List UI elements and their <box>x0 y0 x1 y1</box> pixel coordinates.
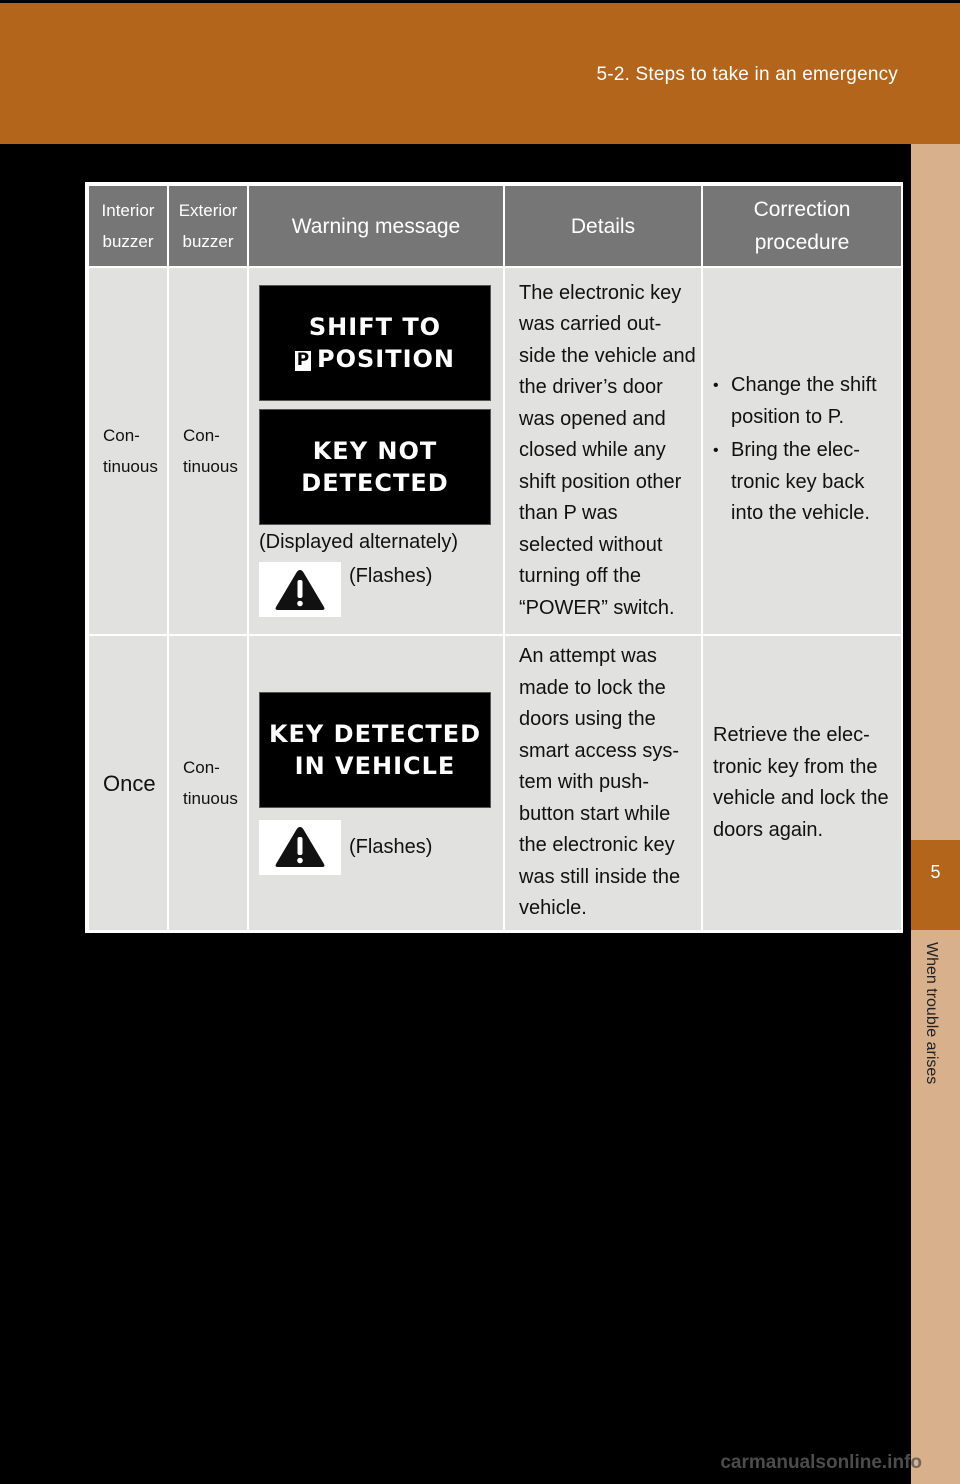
table-row <box>88 635 902 931</box>
exterior-buzzer-cell: Con- tinuous <box>168 635 248 931</box>
page-header <box>0 3 960 144</box>
display-message-shift-to-p: SHIFT TO P POSITION <box>259 285 491 401</box>
correction-cell: Retrieve the elec-tronic key from the vehicle and lock the doors again. <box>702 635 902 931</box>
correction-step: • Bring the elec-tronic key back into the vehicle. <box>713 435 897 530</box>
details-cell: An attempt was made to lock the doors using the smart access sys-tem with push-button start while the electronic key was still inside the vehicle. <box>504 635 702 931</box>
col-correction-procedure: Correction procedure <box>702 185 902 267</box>
display-message-key-not-detected: KEY NOT DETECTED <box>259 409 491 525</box>
chapter-side-tab <box>911 144 960 1484</box>
interior-buzzer-cell: Once <box>88 635 168 931</box>
col-details: Details <box>504 185 702 267</box>
display-message-key-detected: KEY DETECTED IN VEHICLE <box>259 692 491 808</box>
section-title: 5-2. Steps to take in an emergency <box>596 64 898 85</box>
exterior-buzzer-cell: Con- tinuous <box>168 267 248 635</box>
warning-message-cell <box>248 267 504 635</box>
flashes-label: (Flashes) <box>349 565 433 587</box>
correction-step: • Change the shift position to P. <box>713 370 897 433</box>
details-cell: The electronic key was carried out-side the vehicle and the driver’s door was opened and closed while any shift position other than P was selected without turning off the “POWER” switch. <box>504 267 702 635</box>
table-row <box>88 267 902 635</box>
warning-triangle-icon <box>259 820 341 875</box>
interior-buzzer-cell: Con- tinuous <box>88 267 168 635</box>
warning-triangle-icon <box>259 562 341 617</box>
display-caption: (Displayed alternately) <box>259 531 458 553</box>
chapter-number: 5 <box>930 862 941 882</box>
p-position-icon: P <box>296 350 310 370</box>
warning-table <box>85 182 903 933</box>
col-exterior-buzzer: Exterior buzzer <box>168 185 248 267</box>
correction-cell <box>702 267 902 635</box>
table-header-row <box>88 185 902 267</box>
warning-message-cell <box>248 635 504 931</box>
col-warning-message: Warning message <box>248 185 504 267</box>
flashes-label: (Flashes) <box>349 835 433 858</box>
chapter-number-box <box>911 840 960 930</box>
chapter-label: When trouble arises <box>923 942 940 1085</box>
col-interior-buzzer: Interior buzzer <box>88 185 168 267</box>
watermark: carmanualsonline.info <box>720 1452 922 1473</box>
